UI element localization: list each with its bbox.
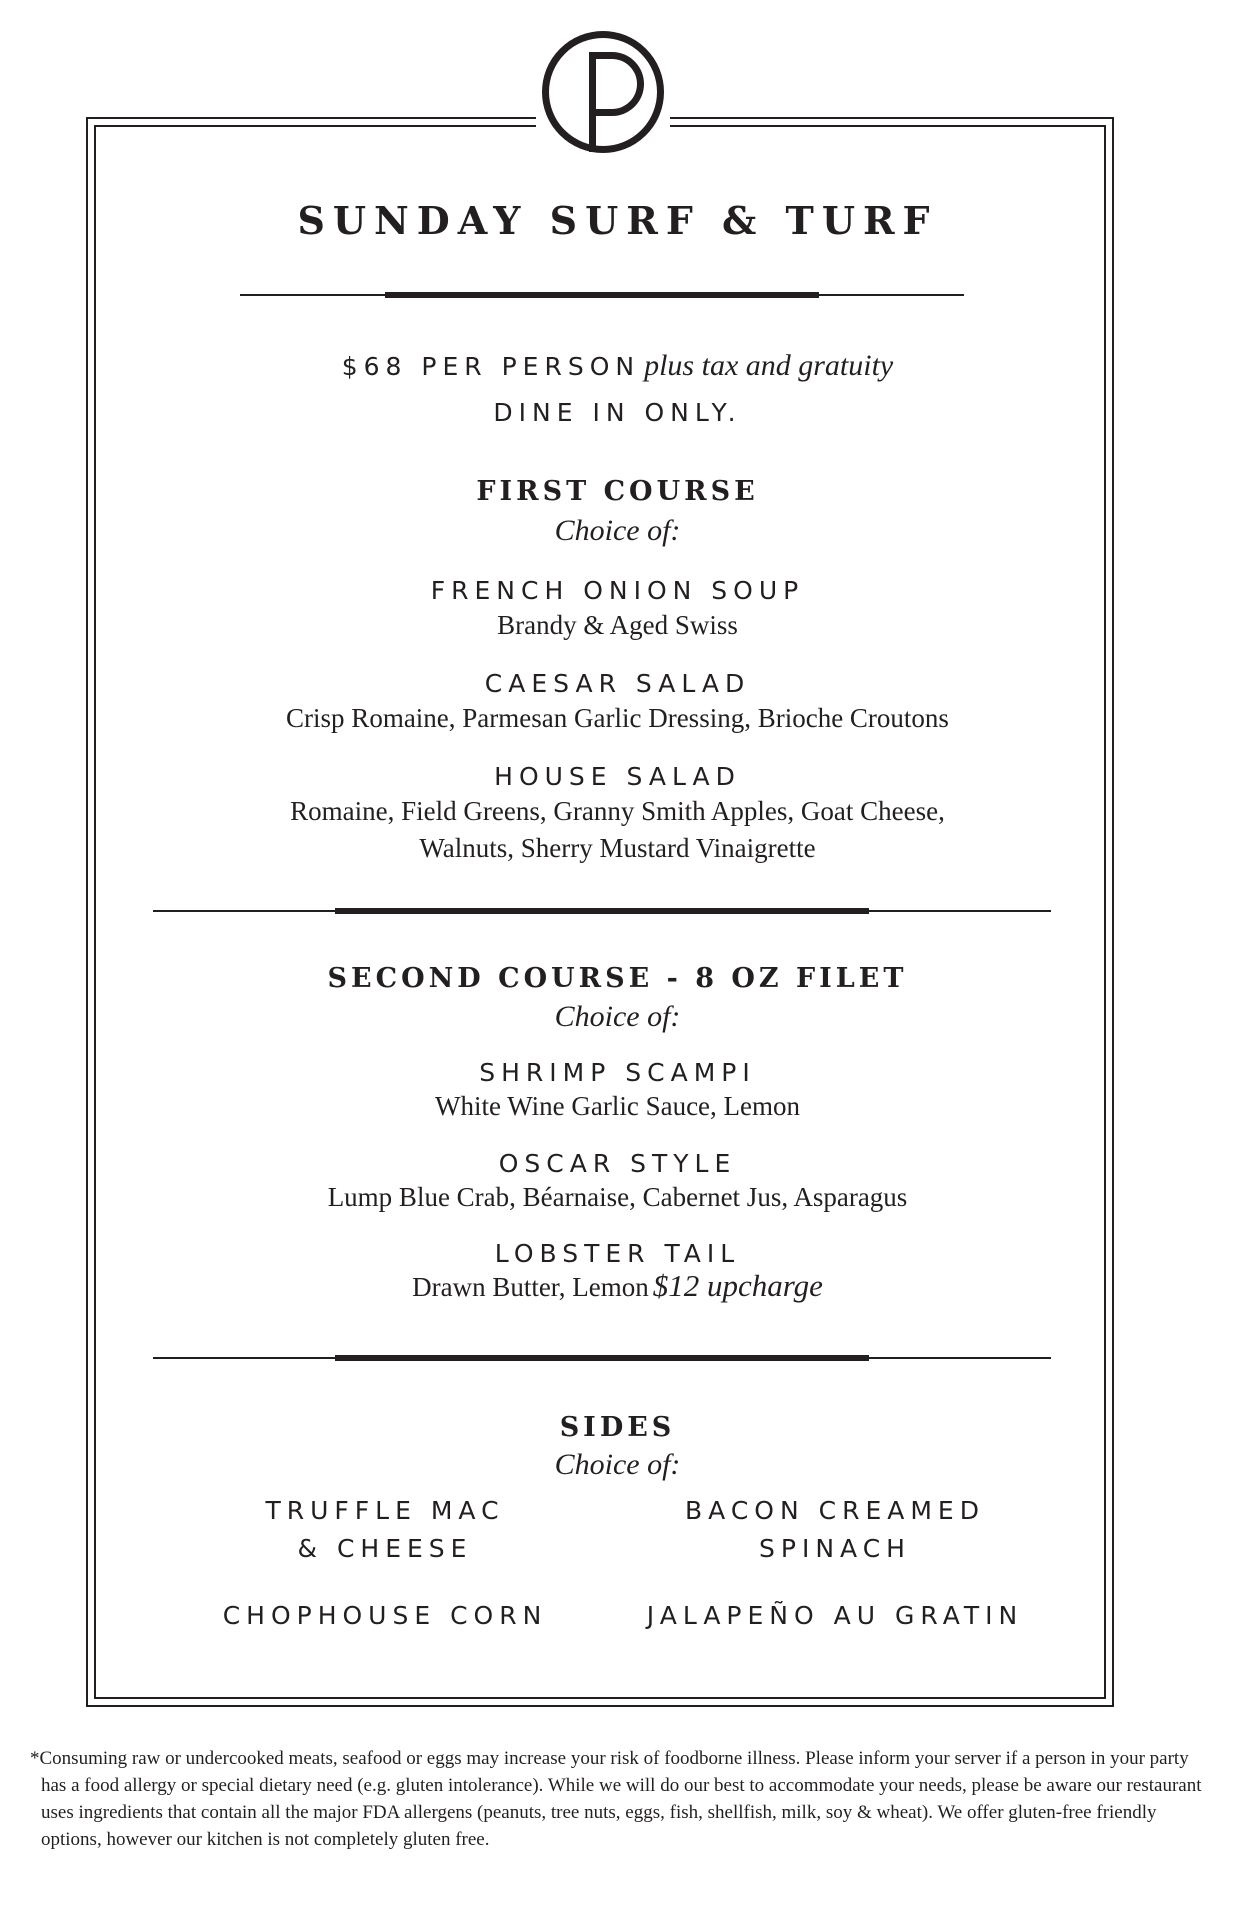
side-item-line: BACON CREAMED — [685, 1496, 985, 1525]
upcharge-note: $12 upcharge — [652, 1268, 823, 1303]
side-item-line: SPINACH — [759, 1534, 911, 1563]
price-note: plus tax and gratuity — [644, 349, 894, 382]
menu-item-name: CAESAR SALAD — [484, 669, 751, 698]
menu-title: SUNDAY SURF & TURF — [297, 198, 938, 243]
menu-item-desc: White Wine Garlic Sauce, Lemon — [434, 1091, 801, 1121]
sides-choice: Choice of: — [554, 1448, 681, 1481]
side-item — [625, 1597, 1045, 1635]
first-course-heading: FIRST COURSE — [476, 476, 759, 507]
allergen-footnote: *Consuming raw or undercooked meats, seafood or eggs may increase your risk of foodborne illness. Please inform your server if a person in your party has a food allergy or special dietary need (e.g. gluten intolerance). While we will do our best to accommodate your needs, please be aware our restaurant uses ingredients that contain all the major FDA allergens (peanuts, tree nuts, eggs, fish, shellfish, milk, soy & wheat). We offer gluten-free friendly options, however our kitchen is not completely gluten free. — [30, 1748, 1202, 1850]
menu-item-name: FRENCH ONION SOUP — [430, 576, 805, 605]
first-course-choice: Choice of: — [554, 514, 681, 547]
menu-item-name: SHRIMP SCAMPI — [479, 1058, 756, 1087]
dine-in-note: DINE IN ONLY. — [493, 398, 742, 427]
menu-item-desc: Romaine, Field Greens, Granny Smith Apples, Goat Cheese, — [290, 796, 945, 826]
side-item — [210, 1492, 560, 1568]
side-item-line: TRUFFLE MAC — [265, 1496, 505, 1525]
menu-item-desc: Drawn Butter, Lemon — [412, 1272, 649, 1302]
second-course-heading: SECOND COURSE - 8 OZ FILET — [327, 963, 908, 994]
second-course-choice: Choice of: — [554, 1000, 681, 1033]
menu-item-desc: Crisp Romaine, Parmesan Garlic Dressing, Brioche Croutons — [286, 703, 949, 733]
menu-item-desc-continued: Walnuts, Sherry Mustard Vinaigrette — [419, 833, 816, 863]
divider-thick — [385, 292, 819, 298]
side-item-line: CHOPHOUSE CORN — [222, 1601, 548, 1630]
lobster-desc-line — [0, 1268, 1235, 1304]
price-line — [0, 346, 1235, 391]
menu-item-name: HOUSE SALAD — [494, 762, 741, 791]
side-item-line: & CHEESE — [297, 1534, 473, 1563]
price-amount: $68 PER PERSON — [341, 352, 641, 381]
side-item — [655, 1492, 1015, 1568]
menu-item-desc: Lump Blue Crab, Béarnaise, Cabernet Jus, Asparagus — [327, 1182, 908, 1212]
divider-thick — [335, 1355, 869, 1361]
menu-item-desc: Brandy & Aged Swiss — [497, 610, 738, 640]
sides-heading: SIDES — [559, 1412, 676, 1443]
divider-thick — [335, 908, 869, 914]
menu-item-name: OSCAR STYLE — [498, 1149, 737, 1178]
side-item — [185, 1597, 585, 1635]
side-item-line: JALAPEÑO AU GRATIN — [646, 1601, 1024, 1630]
menu-item-name: LOBSTER TAIL — [494, 1239, 741, 1268]
